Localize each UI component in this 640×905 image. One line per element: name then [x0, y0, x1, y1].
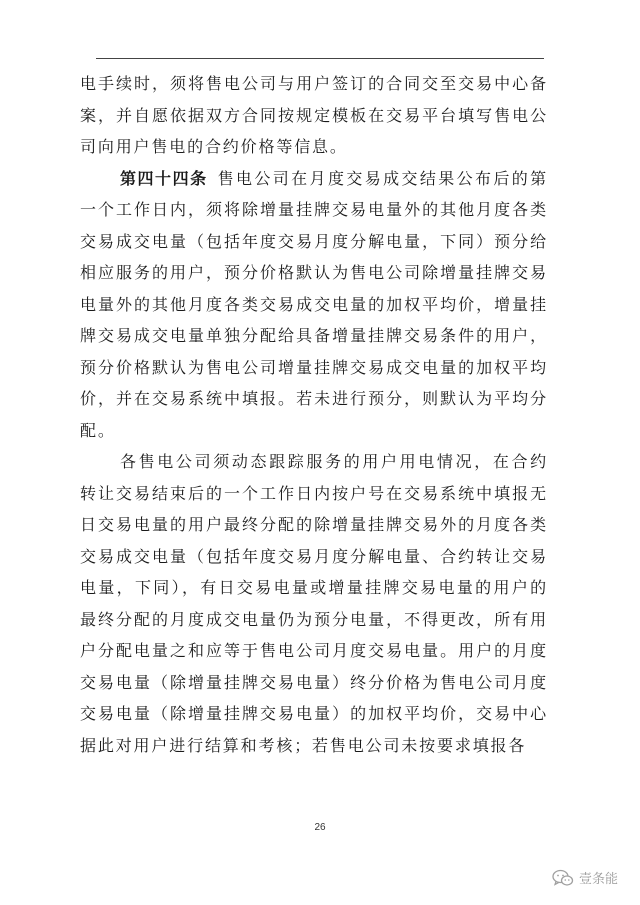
- paragraph-tracking: [80, 446, 548, 761]
- page-number: 26: [314, 822, 326, 833]
- article-number: 第四十四条: [120, 168, 208, 188]
- paragraph-text: 电手续时，须将售电公司与用户签订的合同交至交易中心备案，并自愿依据双方合同按规定模板在交易平台填写售电公司向用户售电的合约价格等信息。: [80, 74, 548, 156]
- header-rule: [96, 58, 544, 59]
- watermark: [552, 868, 618, 887]
- document-body: [80, 68, 548, 761]
- paragraph-continuation: [80, 68, 548, 163]
- paragraph-text: 各售电公司须动态跟踪服务的用户用电情况，在合约转让交易结束后的一个工作日内按户号在交易系统中填报无日交易电量的用户最终分配的除增量挂牌交易外的月度各类交易成交电量（包括年度交易月度分解电量、合约转让交易电量，下同），有日交易电量或增量挂牌交易电量的用户的最终分配的月度成交电量仍为预分电量，不得更改，所有用户分配电量之和应等于售电公司月度交易电量。用户的月度交易电量（除增量挂牌交易电量）终分价格为售电公司月度交易电量（除增量挂牌交易电量）的加权平均价，交易中心据此对用户进行结算和考核；若售电公司未按要求填报各: [80, 452, 548, 755]
- watermark-text: 壹条能: [578, 872, 618, 887]
- article-44-paragraph: [80, 163, 548, 447]
- paragraph-text: 售电公司在月度交易成交结果公布后的第一个工作日内，须将除增量挂牌交易电量外的其他月度各类交易成交电量（包括年度交易月度分解电量，下同）预分给相应服务的用户，预分价格默认为售电公司除增量挂牌交易电量外的其他月度各类交易成交电量的加权平均价，增量挂牌交易成交电量单独分配给具备增量挂牌交易条件的用户，预分价格默认为售电公司增量挂牌交易成交电量的加权平均价，并在交易系统中填报。若未进行预分，则默认为平均分配。: [80, 168, 548, 440]
- wechat-icon: [552, 869, 574, 887]
